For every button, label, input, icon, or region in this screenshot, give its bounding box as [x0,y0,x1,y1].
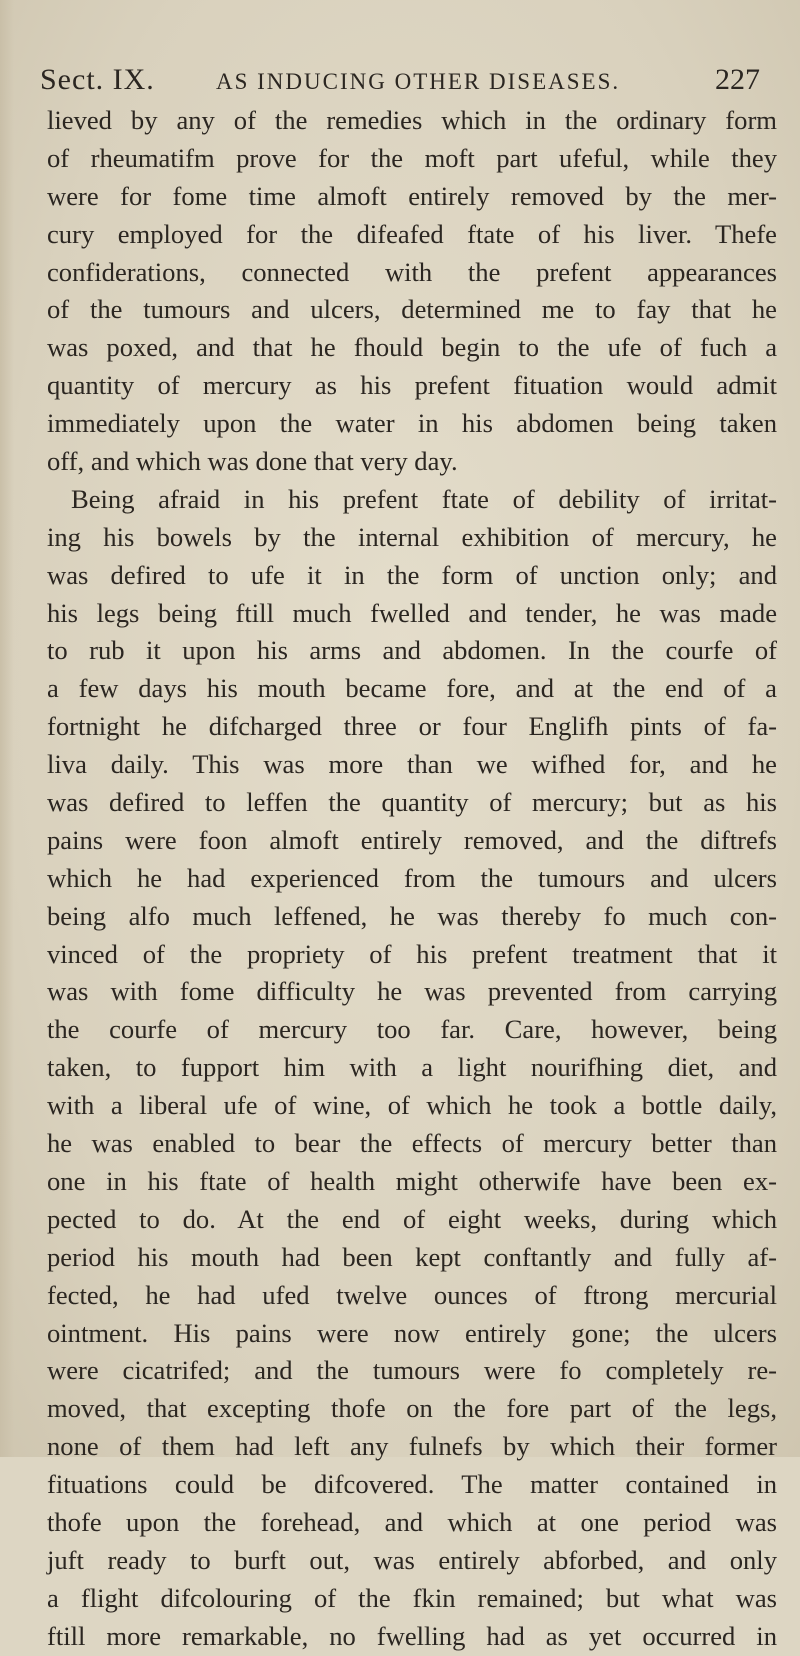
page-edge-shadow [0,0,14,1457]
text-line: off, and which was done that very day. [47,446,458,477]
text-line: were for fome time almoft entirely removed by the mer- [47,180,777,211]
page-number: 227 [715,63,760,96]
text-line: thofe upon the forehead, and which at one period was [47,1506,777,1537]
text-line: fected, he had ufed twelve ounces of ftrong mercurial [47,1279,777,1310]
text-line: period his mouth had been kept conftantly and fully af- [47,1241,777,1272]
text-line: a flight difcolouring of the fkin remained; but what was [47,1582,777,1613]
text-line: fituations could be difcovered. The matter contained in [47,1469,777,1500]
text-line: was defired to ufe it in the form of unction only; and [47,559,777,590]
text-line: none of them had left any fulnefs by which their former [47,1431,777,1462]
text-line: a few days his mouth became fore, and at the end of a [47,673,777,704]
text-line: with a liberal ufe of wine, of which he took a bottle daily, [47,1090,777,1121]
text-line: was poxed, and that he fhould begin to the ufe of fuch a [47,332,777,363]
text-line: confiderations, connected with the prefent appearances [47,256,777,287]
paragraph-start-line: Being afraid in his prefent ftate of debility of irritat- [71,483,777,514]
text-line: being alfo much leffened, he was thereby fo much con- [47,900,777,931]
text-line: ointment. His pains were now entirely gone; the ulcers [47,1317,777,1348]
text-line: he was enabled to bear the effects of mercury better than [47,1128,777,1159]
text-line: of rheumatifm prove for the moft part ufeful, while they [47,142,777,173]
text-line: quantity of mercury as his prefent fituation would admit [47,370,777,401]
text-line: the courfe of mercury too far. Care, however, being [47,1014,777,1045]
text-line: were cicatrifed; and the tumours were fo completely re- [47,1355,777,1386]
text-line: his legs being ftill much fwelled and tender, he was made [47,597,777,628]
text-line: to rub it upon his arms and abdomen. In the courfe of [47,635,777,666]
text-line: was defired to leffen the quantity of mercury; but as his [47,787,777,818]
text-line: juft ready to burft out, was entirely abforbed, and only [47,1544,777,1575]
text-line: liva daily. This was more than we wifhed for, and he [47,749,777,780]
running-title: AS INDUCING OTHER DISEASES. [216,69,621,94]
section-label: Sect. IX. [40,63,155,96]
running-header [40,58,760,102]
body-text [47,102,777,1656]
text-line: fortnight he difcharged three or four Englifh pints of fa- [47,711,777,742]
text-line: cury employed for the difeafed ftate of his liver. Thefe [47,218,777,249]
text-line: ftill more remarkable, no fwelling had as yet occurred in [47,1620,777,1651]
text-line: of the tumours and ulcers, determined me to fay that he [47,294,777,325]
text-line: was with fome difficulty he was prevented from carrying [47,976,777,1007]
text-line: pains were foon almoft entirely removed, and the diftrefs [47,824,777,855]
text-line: lieved by any of the remedies which in the ordinary form [47,105,777,135]
text-line: one in his ftate of health might otherwife have been ex- [47,1165,777,1196]
text-line: vinced of the propriety of his prefent treatment that it [47,938,777,969]
text-line: moved, that excepting thofe on the fore part of the legs, [47,1393,777,1424]
text-line: taken, to fupport him with a light nourifhing diet, and [47,1052,777,1083]
text-line: ing his bowels by the internal exhibition of mercury, he [47,521,777,552]
text-line: which he had experienced from the tumours and ulcers [47,862,777,893]
text-line: immediately upon the water in his abdomen being taken [47,408,777,439]
text-line: pected to do. At the end of eight weeks, during which [47,1203,777,1234]
